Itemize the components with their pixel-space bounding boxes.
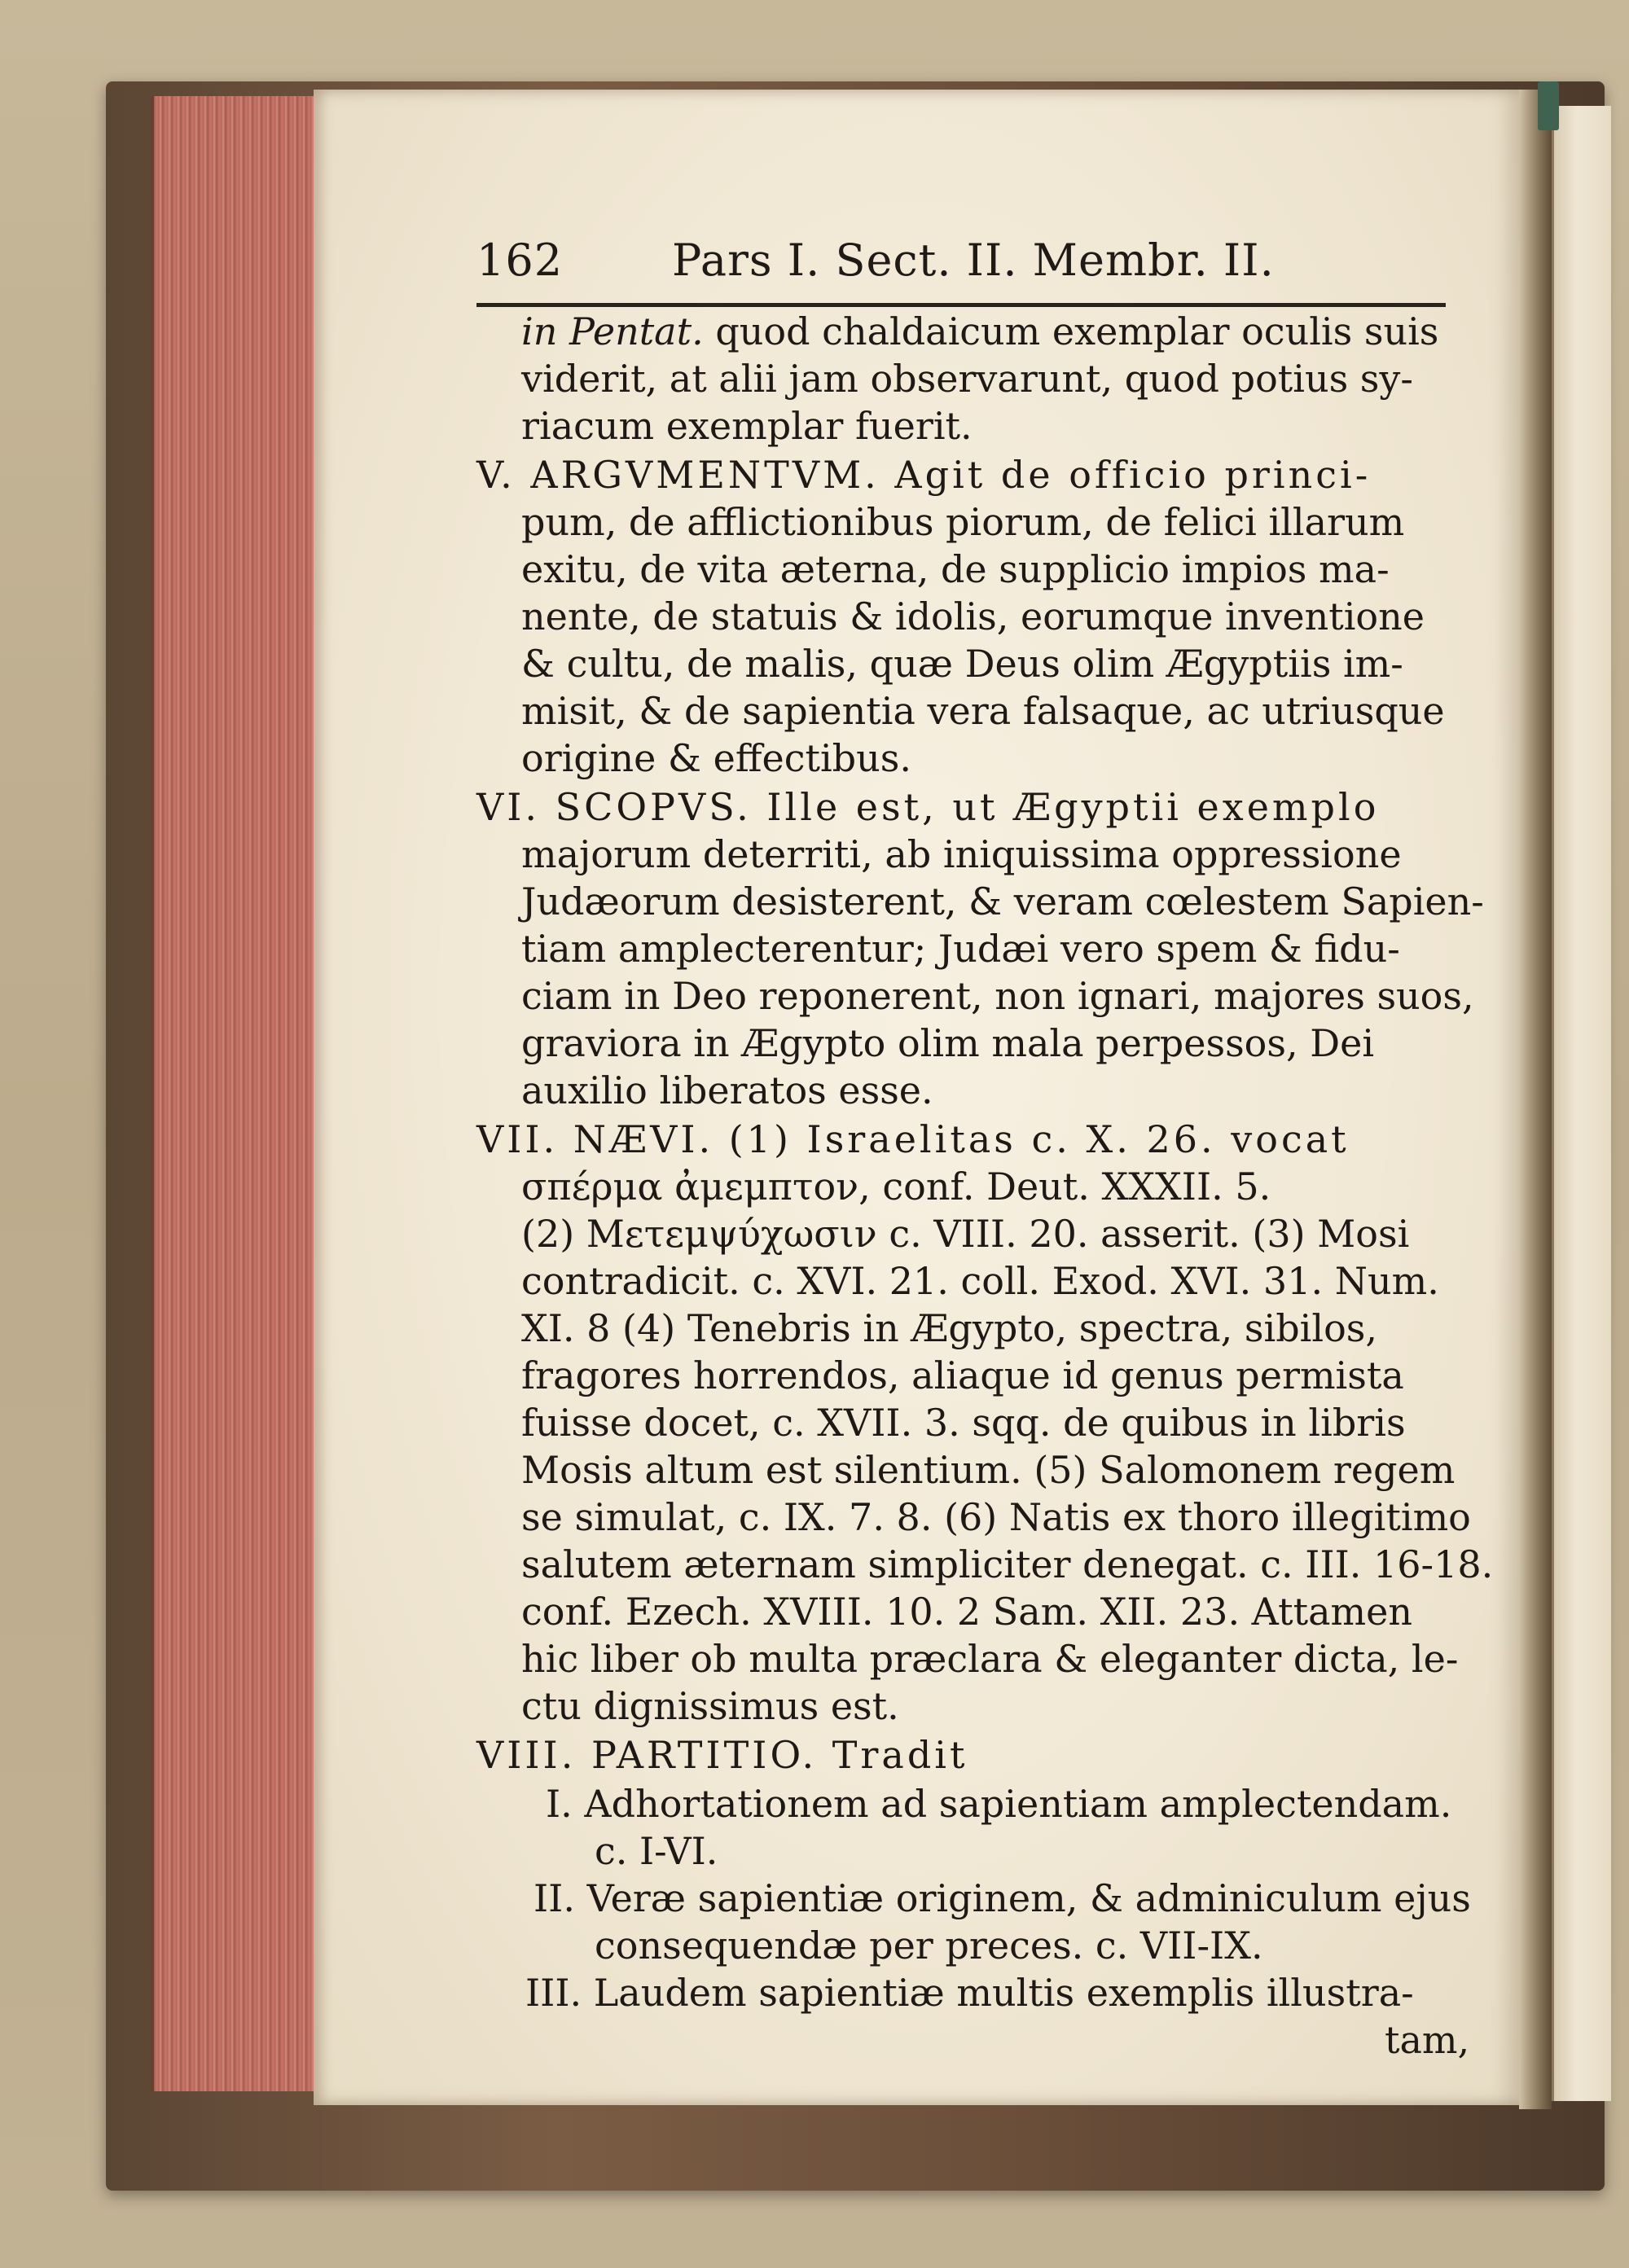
page-edges [151,96,317,2091]
text-line: graviora in Ægypto olim mala perpessos, Dei [521,1021,1375,1065]
text-line: fragores horrendos, aliaque id genus permista [521,1353,1404,1397]
text-line: fuisse docet, c. XVII. 3. sqq. de quibus in libris [521,1401,1406,1445]
text-line: & cultu, de malis, quæ Deus olim Ægyptiis im- [521,642,1403,686]
section-heading-scopus: VI. SCOPVS. Ille est, ut Ægyptii exemplo [476,785,1380,829]
facing-page-edge [1552,106,1611,2101]
text-line: Mosis altum est silentium. (5) Salomonem regem [521,1448,1456,1492]
text-line: in Pentat. quod chaldaicum exemplar oculis suis [521,309,1439,353]
text-line: Judæorum desisterent, & veram cœlestem Sapien- [521,880,1484,923]
text-line: majorum deterriti, ab iniquissima oppressione [521,832,1402,876]
running-head: Pars I. Sect. II. Membr. II. [672,235,1275,286]
text-line: salutem æternam simpliciter denegat. c. III. 16-18. [521,1542,1494,1586]
partitio-item-2: II. Veræ sapientiæ originem, & adminiculum ejus [533,1876,1471,1920]
text-line: origine & effectibus. [521,736,911,780]
text-line: ciam in Deo reponerent, non ignari, majores suos, [521,974,1474,1018]
text-line: viderit, at alii jam observarunt, quod potius sy- [521,357,1413,401]
text-line: contradicit. c. XVI. 21. coll. Exod. XVI. 31. Num. [521,1259,1439,1303]
catchword: tam, [1385,2018,1470,2062]
book-gutter [1519,90,1552,2109]
bookmark-ribbon [1538,81,1559,130]
text-line: nente, de statuis & idolis, eorumque inventione [521,594,1425,638]
text-line: se simulat, c. IX. 7. 8. (6) Natis ex thoro illegitimo [521,1495,1471,1539]
italic-reference: in Pentat. [521,309,704,353]
text-line: consequendæ per preces. c. VII-IX. [595,1924,1263,1968]
partitio-item-3: III. Laudem sapientiæ multis exemplis illustra- [525,1971,1414,2015]
text-line: riacum exemplar fuerit. [521,404,973,448]
text-line: XI. 8 (4) Tenebris in Ægypto, spectra, sibilos, [521,1306,1377,1350]
text-line: σπέρμα ἀμεμπτον, conf. Deut. XXXII. 5. [521,1165,1271,1209]
text-line: misit, & de sapientia vera falsaque, ac utriusque [521,689,1445,733]
text-line: auxilio liberatos esse. [521,1068,933,1112]
text-line: ctu dignissimus est. [521,1684,899,1728]
partitio-item-1: I. Adhortationem ad sapientiam amplectendam. [546,1782,1452,1826]
page-number: 162 [476,235,564,286]
text-line: c. I-VI. [595,1829,718,1873]
text-line: conf. Ezech. XVIII. 10. 2 Sam. XII. 23. Attamen [521,1590,1412,1634]
section-heading-naevi: VII. NÆVI. (1) Israelitas c. X. 26. vocat [476,1117,1350,1161]
text-line: tiam amplecterentur; Judæi vero spem & fidu- [521,927,1400,971]
text-line: hic liber ob multa præclara & eleganter dicta, le- [521,1637,1459,1681]
header-rule [476,303,1446,307]
text-line: (2) Μετεμψύχωσιν c. VIII. 20. asserit. (3) Mosi [521,1212,1410,1256]
section-heading-partitio: VIII. PARTITIO. Tradit [476,1733,968,1777]
section-heading-argumentum: V. ARGVMENTVM. Agit de officio princi- [476,453,1372,497]
text-line: pum, de afflictionibus piorum, de felici illarum [521,500,1405,544]
text-line: exitu, de vita æterna, de supplicio impios ma- [521,547,1390,591]
page-header [476,228,1446,293]
